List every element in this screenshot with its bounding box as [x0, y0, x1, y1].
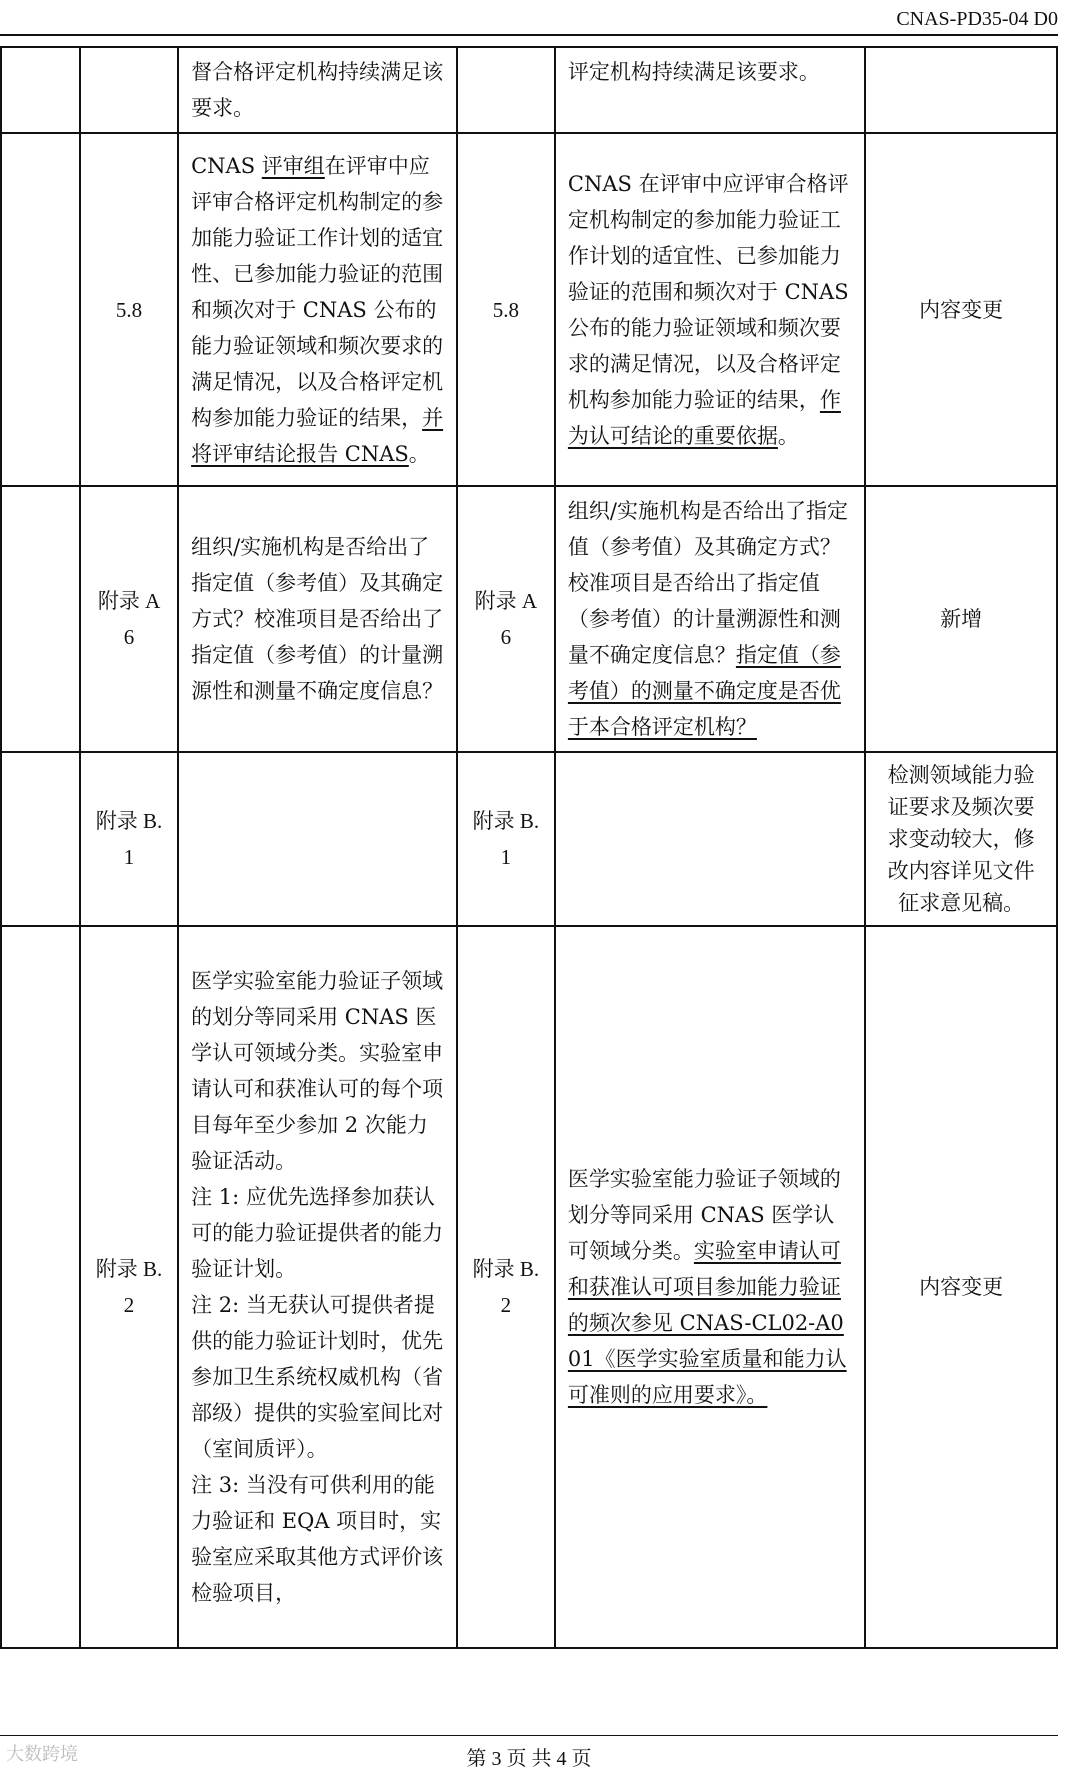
old-text-part: CNAS — [191, 153, 262, 178]
new-text-part: 。 — [777, 423, 799, 448]
header-rule — [0, 34, 1058, 36]
new-text-cell — [555, 926, 865, 1648]
new-text-underlined: 实验室申请认可和获准认可项目参加能力验证的频次参见 CNAS-CL02-A001《医学实验室质量和能力认可准则的应用要求》。 — [567, 1239, 847, 1407]
new-text-underlined: 作为认可结论的重要依据 — [567, 387, 841, 448]
new-text-underlined: 指定值（参考值）的测量不确定度是否优于本合格评定机构？ — [567, 643, 841, 739]
old-text-underlined: 评审组 — [261, 153, 325, 178]
old-text-note-3: 注 3: 当没有可供利用的能力验证和 EQA 项目时，实验室应采取其他方式评价该检验项目， — [191, 1473, 444, 1605]
old-text-part: 。 — [408, 441, 430, 466]
old-text-underlined: 并将评审结论报告 CNAS — [191, 405, 444, 466]
new-text-part: CNAS 在评审中应评审合格评定机构制定的参加能力验证工作计划的适宜性、已参加能力验证的范围和频次对于 CNAS 公布的能力验证领域和频次要求的满足情况，以及合格评定机构参加能力验证的结果， — [567, 171, 849, 412]
note-cell: 内容变更 — [865, 926, 1057, 1648]
index-spacer-cell — [457, 47, 555, 133]
new-clause-cell: 5.8 — [457, 133, 555, 486]
new-text-cell — [555, 752, 865, 926]
index-cell — [1, 752, 80, 926]
old-text-cell — [178, 133, 457, 486]
note-cell: 新增 — [865, 486, 1057, 752]
table-row — [1, 752, 1057, 926]
old-clause-cell: 附录 B.1 — [80, 752, 178, 926]
new-text-part: 组织/实施机构是否给出了指定值（参考值）及其确定方式？校准项目是否给出了指定值（参考值）的计量溯源性和测量不确定度信息？ — [567, 499, 848, 667]
table-row — [1, 486, 1057, 752]
old-clause-cell: 5.8 — [80, 133, 178, 486]
old-text-cell — [178, 752, 457, 926]
index-cell — [1, 133, 80, 486]
old-text-cell — [178, 926, 457, 1648]
new-clause-cell: 附录 A 6 — [457, 486, 555, 752]
old-text-note-1: 注 1: 应优先选择参加获认可的能力验证提供者的能力验证计划。 — [191, 1185, 444, 1281]
index-cell — [1, 926, 80, 1648]
old-text-cell: 组织/实施机构是否给出了指定值（参考值）及其确定方式？校准项目是否给出了指定值（参考值）的计量溯源性和测量不确定度信息？ — [178, 486, 457, 752]
old-text-cell: 督合格评定机构持续满足该要求。 — [178, 47, 457, 133]
new-text-cell — [555, 486, 865, 752]
old-text-part: 在评审中应评审合格评定机构制定的参加能力验证工作计划的适宜性、已参加能力验证的范围和频次对于 CNAS 公布的能力验证领域和频次要求的满足情况，以及合格评定机构参加能力验证的结果， — [191, 153, 444, 430]
index-cell — [1, 47, 80, 133]
note-cell: 检测领域能力验证要求及频次要求变动较大，修改内容详见文件征求意见稿。 — [865, 752, 1057, 926]
comparison-table — [0, 46, 1058, 1649]
table-row — [1, 926, 1057, 1648]
old-clause-cell: 附录 B.2 — [80, 926, 178, 1648]
old-clause-cell: 附录 A 6 — [80, 486, 178, 752]
note-cell — [865, 47, 1057, 133]
index-cell — [1, 486, 80, 752]
page-number: 第 3 页 共 4 页 — [466, 1748, 592, 1770]
new-text-cell — [555, 133, 865, 486]
new-text-part: 医学实验室能力验证子领域的划分等同采用 CNAS 医学认可领域分类。 — [567, 1167, 841, 1263]
old-text-note-2: 注 2: 当无获认可提供者提供的能力验证计划时，优先参加卫生系统权威机构（省部级）提供的实验室间比对（室间质评）。 — [191, 1293, 444, 1461]
new-clause-cell: 附录 B.2 — [457, 926, 555, 1648]
footer-rule — [0, 1735, 1058, 1736]
old-text-paragraph: 医学实验室能力验证子领域的划分等同采用 CNAS 医学认可领域分类。实验室申请认可和获准认可的每个项目每年至少参加 2 次能力验证活动。 — [191, 969, 444, 1173]
watermark-logo: 大数跨境 — [6, 1744, 78, 1765]
table-row — [1, 133, 1057, 486]
table-row — [1, 47, 1057, 133]
new-clause-cell: 附录 B.1 — [457, 752, 555, 926]
note-cell: 内容变更 — [865, 133, 1057, 486]
document-code: CNAS-PD35-04 D0 — [896, 8, 1058, 30]
new-text-cell: 评定机构持续满足该要求。 — [555, 47, 865, 133]
old-clause-cell — [80, 47, 178, 133]
